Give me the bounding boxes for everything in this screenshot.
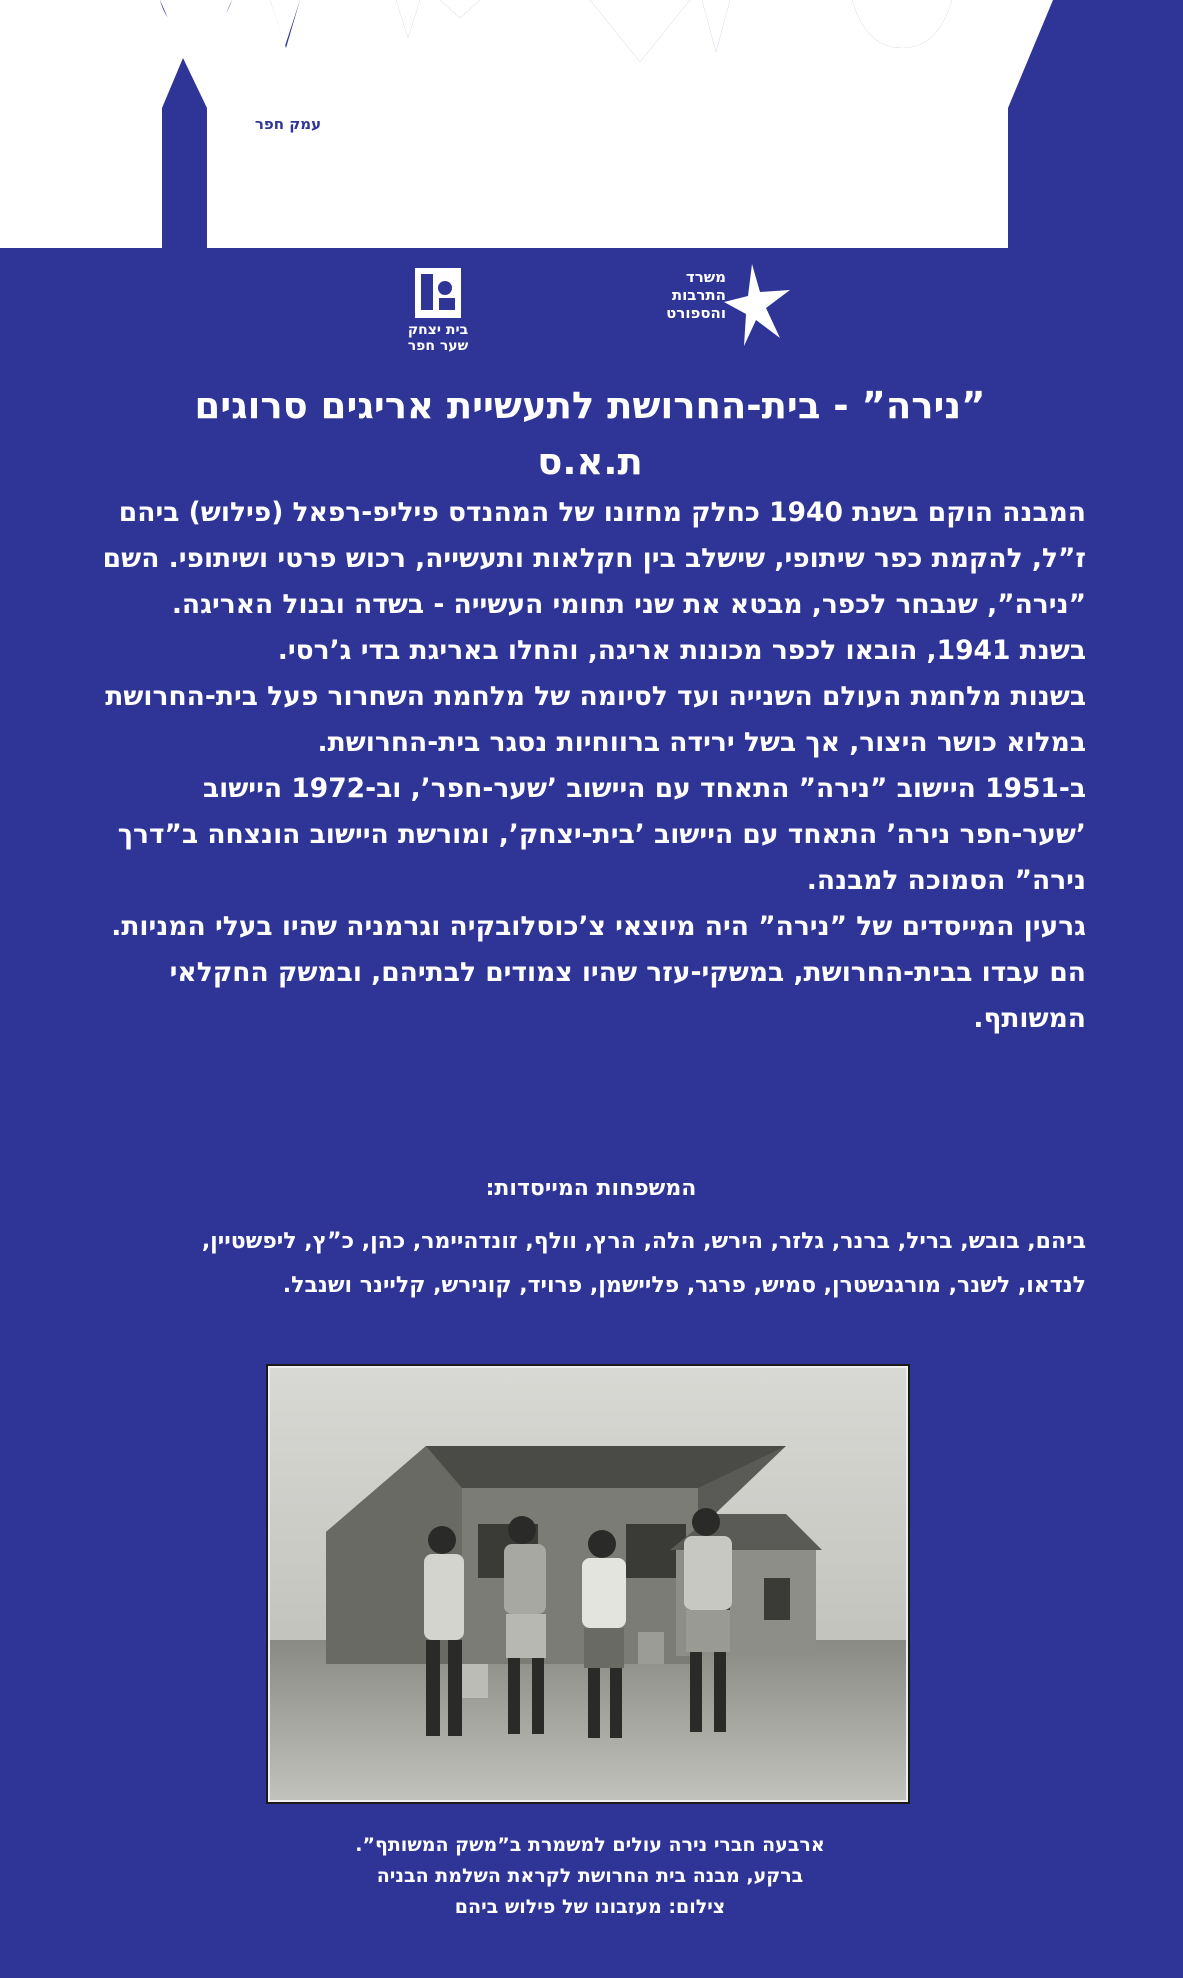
photo-caption [200,1830,980,1923]
beit-yitzhak-line2: שער חפר [407,338,469,355]
castle-icon [826,104,936,200]
page-title [80,378,1100,490]
ministry-line1: משרד [685,268,726,286]
history-paragraph-5: גרעין המייסדים של ”נירה” היה מיוצאי צ’כוסלובקיה וגרמניה שהיו בעלי המניות. הם עבדו בבית-החרושת, במשקי-עזר שהיו צמודים לבתיהם, ובמשק החקלאי המשותף. [111,911,1086,1034]
history-paragraph-3: בשנות מלחמת העולם השנייה ועד לסיומה של מלחמת השחרור פעל בית-החרושת במלוא כושר היצור, אך בשל ירידה ברווחיות נסגר בית-החרושת. [105,681,1086,758]
emek-hefer-logo-text: עמק חפר [254,115,322,133]
star-person-icon [722,262,794,348]
title-line1: ”נירה” - בית-החרושת לתעשיית אריגים סרוגים [194,384,986,427]
heritage-council-line1: מועצה לשימור [834,206,922,222]
village-icon [413,266,463,320]
heritage-council-logo [826,104,936,200]
history-text [96,490,1086,1042]
history-paragraph-2: בשנת 1941, הובאו לכפר מכונות אריגה, והחלו באריגת בדי ג’רסי. [277,635,1086,666]
founding-families-heading: המשפחות המייסדות: [485,1176,697,1201]
beit-yitzhak-logo [413,266,463,320]
families-line-1: ביהם, בובש, בריל, ברנר, גלזר, הירש, הלה, הרץ, וולף, זונדהיימר, כהן, כ”ץ, ליפשטיין, [201,1229,1086,1254]
emek-hefer-logo [228,104,348,244]
caption-line1: ארבעה חברי נירה עולים למשמרת ב”משק המשותף”. [355,1834,825,1856]
founding-families-list [96,1220,1086,1308]
beit-yitzhak-caption [388,322,488,354]
caption-line2: ברקע, מבנה בית החרושת לקראת השלמת הבניה [376,1865,804,1887]
ministry-line2: התרבות [671,286,726,304]
history-paragraph-1: המבנה הוקם בשנת 1940 כחלק מחזונו של המהנדס פיליפ-רפאל (פילוש) ביהם ז”ל, להקמת כפר שיתופי, שישלב בין חקלאות ותעשייה, רכוש פרטי ושיתופי. השם ”נירה”, שנבחר לכפר, מבטא את שני תחומי העשייה - בשדה ובנול האריגה. [102,497,1086,620]
beit-yitzhak-line1: בית יצחק [407,322,469,338]
title-line2: ת.א.ס [537,440,643,483]
families-line-2: לנדאו, לשנר, מורגנשטרן, סמיש, פרגר, פליישמן, פרויד, קונירש, קליינר ושנבל. [282,1273,1086,1298]
ministry-caption [626,268,726,322]
history-paragraph-4: ב-1951 היישוב ”נירה” התאחד עם היישוב ’שער-חפר’, וב-1972 היישוב ’שער-חפר נירה’ התאחד עם היישוב ’בית-יצחק’, ומורשת היישוב הונצחה ב”דרך נירה” הסמוכה למבנה. [117,773,1086,896]
ministry-logo [722,262,794,348]
historic-photo [266,1364,910,1804]
ministry-line3: והספורט [666,304,726,322]
heritage-council-caption [788,206,968,238]
caption-line3: צילום: מעזבונו של פילוש ביהם [454,1896,726,1918]
heritage-council-line2: אתרי מורשת בישראל [815,222,941,239]
